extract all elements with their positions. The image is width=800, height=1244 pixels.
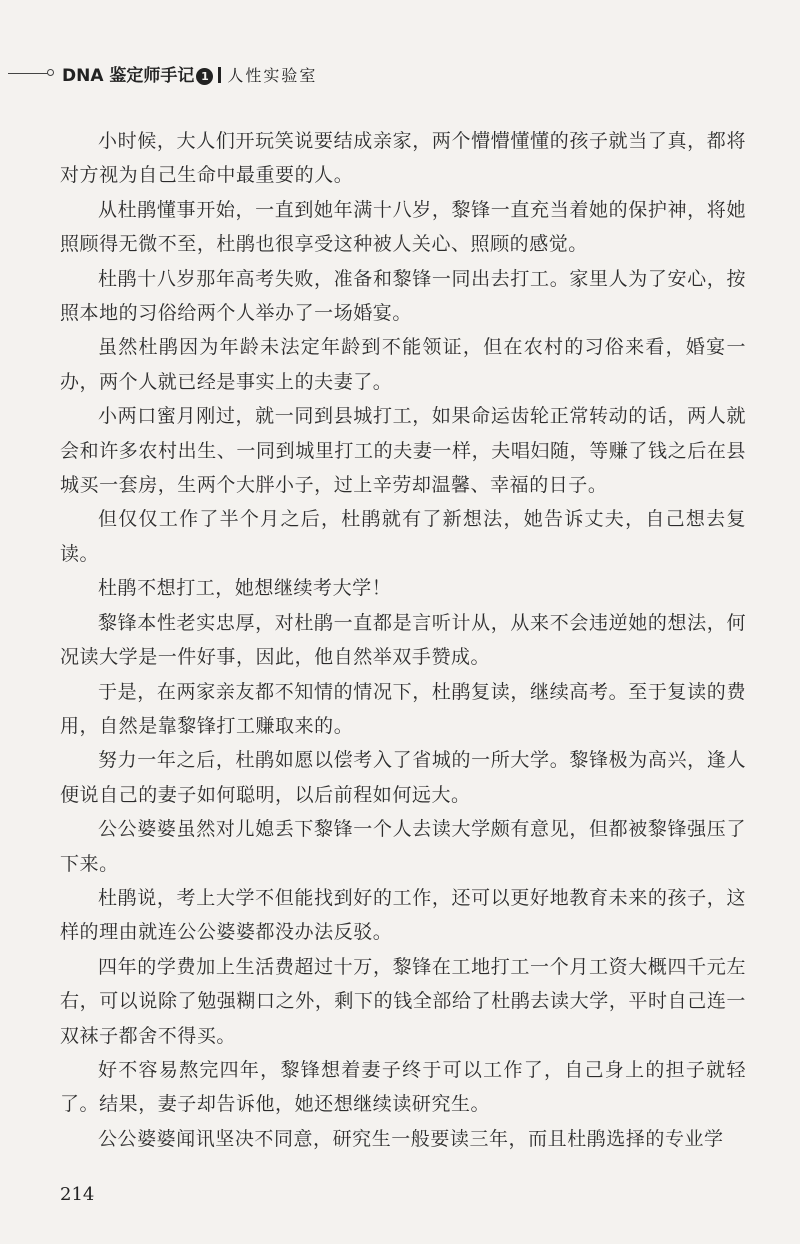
book-subtitle: 人性实验室 (227, 66, 318, 85)
header-rule (8, 73, 48, 74)
paragraph: 四年的学费加上生活费超过十万，黎锋在工地打工一个月工资大概四千元左右，可以说除了勉强糊口之外，剩下的钱全部给了杜鹃去读大学，平时自己连一双袜子都舍不得买。 (60, 955, 746, 1047)
volume-number-badge: 1 (196, 68, 213, 85)
paragraph: 杜鹃不想打工，她想继续考大学！ (98, 577, 392, 600)
book-title (62, 61, 317, 86)
page-number: 214 (60, 1184, 95, 1205)
paragraph: 杜鹃十八岁那年高考失败，准备和黎锋一同出去打工。家里人为了安心，按照本地的习俗给两个人举办了一场婚宴。 (60, 267, 746, 325)
paragraph: 小两口蜜月刚过，就一同到县城打工，如果命运齿轮正常转动的话，两人就会和许多农村出生、一同到城里打工的夫妻一样，夫唱妇随，等赚了钱之后在县城买一套房，生两个大胖小子，过上辛劳却温馨、幸福的日子。 (60, 405, 746, 497)
paragraph: 于是，在两家亲友都不知情的情况下，杜鹃复读，继续高考。至于复读的费用，自然是靠黎锋打工赚取来的。 (60, 680, 746, 737)
body-text (60, 124, 746, 1156)
paragraph: 但仅仅工作了半个月之后，杜鹃就有了新想法，她告诉丈夫，自己想去复读。 (60, 508, 746, 565)
paragraph: 公公婆婆闻讯坚决不同意，研究生一般要读三年，而且杜鹃选择的专业学 (98, 1127, 724, 1150)
book-title-text: DNA 鉴定师手记 (62, 66, 195, 86)
header-separator-bar (218, 67, 221, 83)
header-circle-ornament (47, 69, 54, 76)
paragraph: 努力一年之后，杜鹃如愿以偿考入了省城的一所大学。黎锋极为高兴，逢人便说自己的妻子如何聪明，以后前程如何远大。 (60, 749, 746, 806)
paragraph: 好不容易熬完四年，黎锋想着妻子终于可以工作了，自己身上的担子就轻了。结果，妻子却告诉他，她还想继续读研究生。 (60, 1058, 746, 1116)
paragraph: 虽然杜鹃因为年龄未法定年龄到不能领证，但在农村的习俗来看，婚宴一办，两个人就已经是事实上的夫妻了。 (60, 336, 746, 393)
paragraph: 黎锋本性老实忠厚，对杜鹃一直都是言听计从，从来不会违逆她的想法，何况读大学是一件好事，因此，他自然举双手赞成。 (60, 611, 746, 669)
paragraph: 小时候，大人们开玩笑说要结成亲家，两个懵懵懂懂的孩子就当了真，都将对方视为自己生命中最重要的人。 (60, 130, 746, 187)
running-header (0, 58, 800, 88)
paragraph: 公公婆婆虽然对儿媳丢下黎锋一个人去读大学颇有意见，但都被黎锋强压了下来。 (60, 818, 746, 875)
paragraph: 杜鹃说，考上大学不但能找到好的工作，还可以更好地教育未来的孩子，这样的理由就连公公婆婆都没办法反驳。 (60, 886, 746, 944)
paragraph: 从杜鹃懂事开始，一直到她年满十八岁，黎锋一直充当着她的保护神，将她照顾得无微不至，杜鹃也很享受这种被人关心、照顾的感觉。 (60, 198, 746, 256)
